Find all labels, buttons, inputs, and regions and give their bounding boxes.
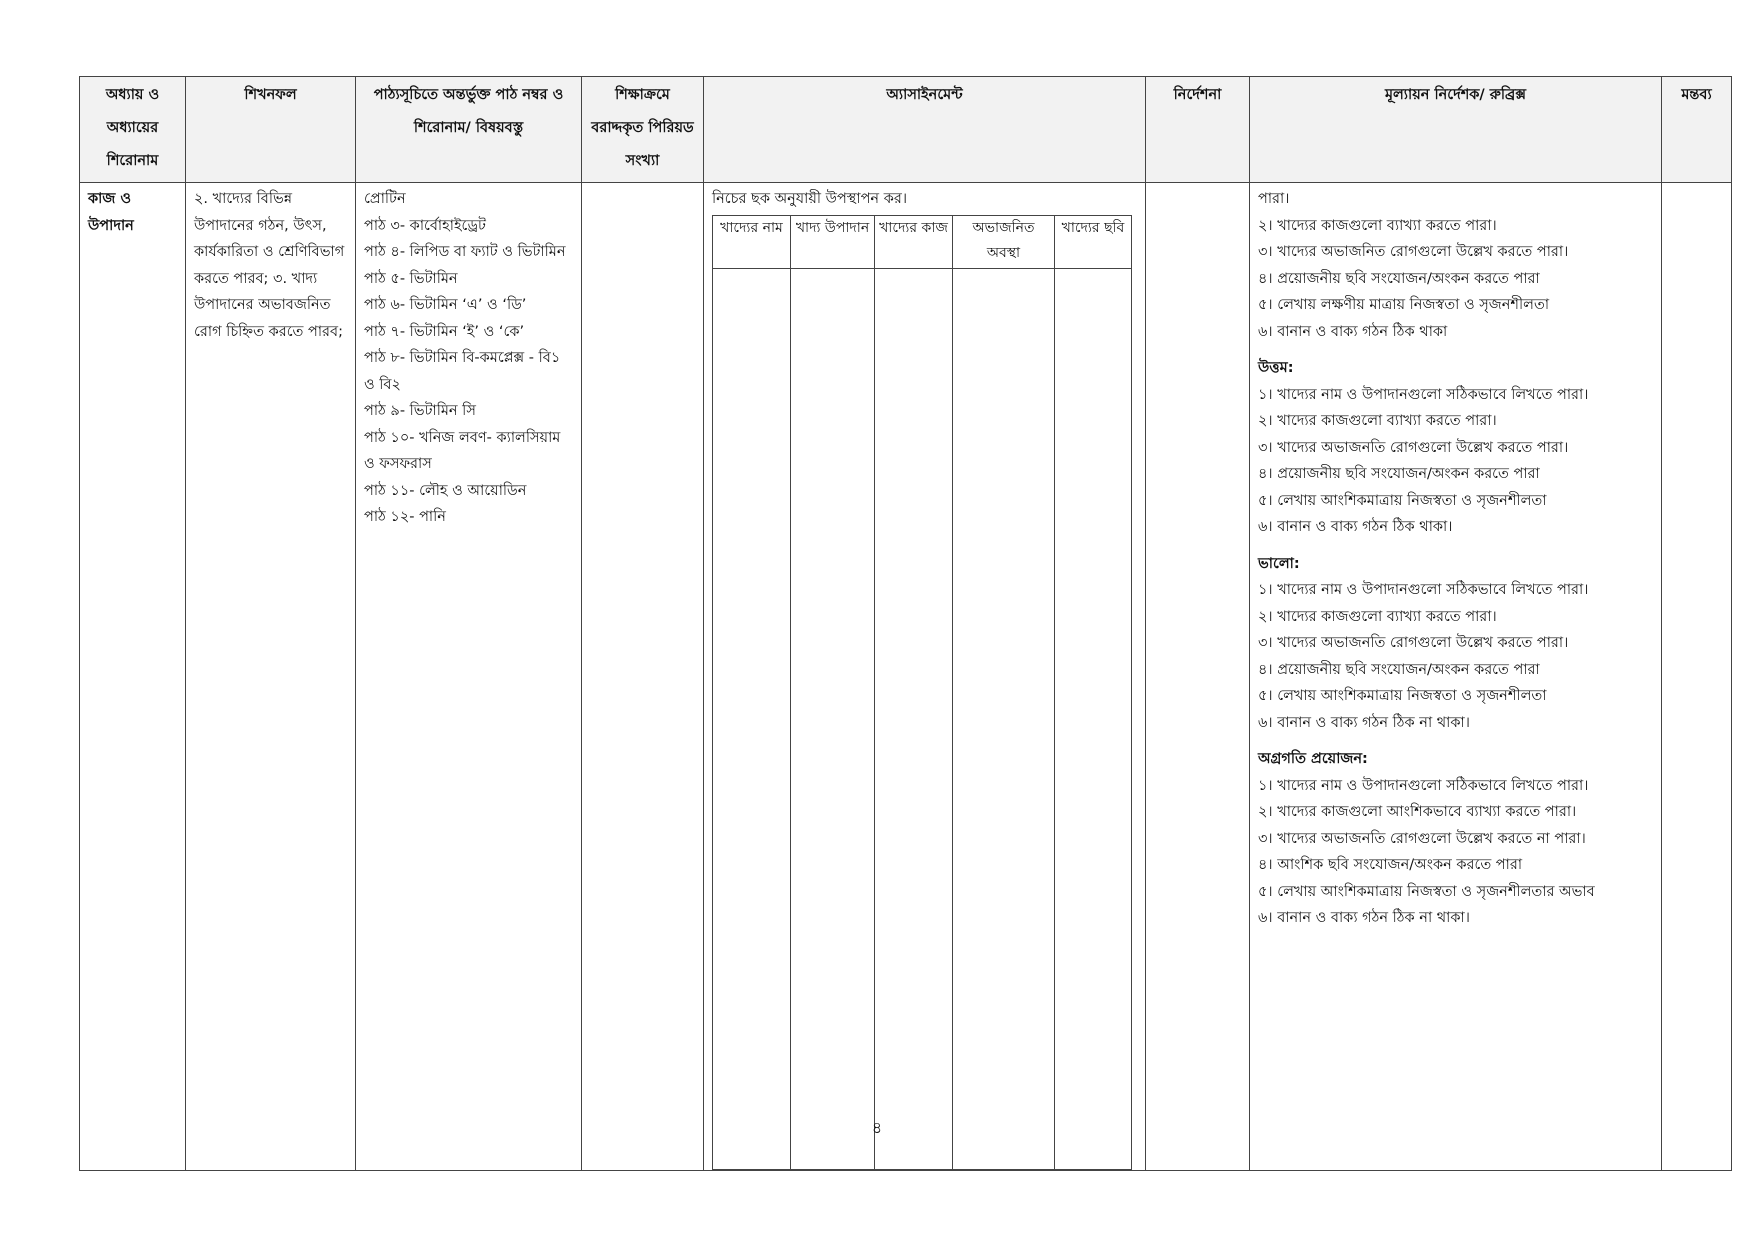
lesson-item: পাঠ ৮- ভিটামিন বি-কমপ্লেক্স - বি১ ও বি২ <box>364 350 561 393</box>
rubric-line: ৪। প্রয়োজনীয় ছবি সংযোজন/অংকন করতে পারা <box>1258 466 1540 482</box>
rubric-line: পারা। <box>1258 191 1290 207</box>
rubric-line: ৩। খাদ্যের অভাজনিত রোগগুলো উল্লেখ করতে পারা। <box>1258 244 1569 260</box>
grid-blank-cell <box>953 268 1055 1169</box>
table-header-row <box>80 77 1732 183</box>
grid-header-food-component: খাদ্য উপাদান <box>791 215 875 268</box>
header-lessons: পাঠ্যসূচিতে অন্তর্ভুক্ত পাঠ নম্বর ও শিরোনাম/ বিষয়বস্তু <box>356 77 582 183</box>
header-outcomes: শিখনফল <box>186 77 356 183</box>
rubric-level-good: ভালো: <box>1258 555 1300 572</box>
rubric-line: ১। খাদ্যের নাম ও উপাদানগুলো সঠিকভাবে লিখতে পারা। <box>1258 386 1589 403</box>
page-number: ৪ <box>871 1118 883 1137</box>
rubric-line: ২। খাদ্যের কাজগুলো ব্যাখ্যা করতে পারা। <box>1258 217 1497 234</box>
rubric-line: ৩। খাদ্যের অভাজনতি রোগগুলো উল্লেখ করতে পারা। <box>1258 439 1569 456</box>
rubric-cell <box>1250 183 1662 1171</box>
rubric-level-excellent: উত্তম: <box>1258 360 1294 376</box>
rubric-line: ৫। লেখায় লক্ষণীয় মাত্রায় নিজস্বতা ও সৃজনশীলতা <box>1258 297 1550 313</box>
lesson-item: পাঠ ৪- লিপিড বা ফ্যাট ও ভিটামিন <box>364 244 566 260</box>
assignment-cell <box>704 183 1146 1171</box>
rubric-line: ৬। বানান ও বাক্য গঠন ঠিক না থাকা। <box>1258 910 1470 926</box>
rubric-line: ১। খাদ্যের নাম ও উপাদানগুলো সঠিকভাবে লিখতে পারা। <box>1258 582 1589 598</box>
rubric-line: ৬। বানান ও বাক্য গঠন ঠিক না থাকা। <box>1258 714 1470 731</box>
rubric-line: ৪। প্রয়োজনীয় ছবি সংযোজন/অংকন করতে পারা <box>1258 661 1540 678</box>
header-rubric: মূল্যায়ন নির্দেশক/ রুব্রিক্স <box>1250 77 1662 183</box>
assignment-grid <box>712 215 1132 1170</box>
rubric-line: ১। খাদ্যের নাম ও উপাদানগুলো সঠিকভাবে লিখতে পারা। <box>1258 777 1589 794</box>
grid-blank-cell <box>875 268 953 1169</box>
lesson-item: পাঠ ৬- ভিটামিন ‘এ’ ও ‘ডি’ <box>364 297 527 313</box>
header-assignment: অ্যাসাইনমেন্ট <box>704 77 1146 183</box>
rubric-line: ২। খাদ্যের কাজগুলো ব্যাখ্যা করতে পারা। <box>1258 608 1497 625</box>
header-directions: নির্দেশনা <box>1146 77 1250 183</box>
lessons-cell <box>356 183 582 1171</box>
chapter-cell: কাজ ও উপাদান <box>80 183 186 1171</box>
assignment-instruction: নিচের ছক অনুযায়ী উপস্থাপন কর। <box>712 191 908 207</box>
rubric-level-needs-progress: অগ্রগতি প্রয়োজন: <box>1258 751 1368 767</box>
rubric-line: ৫। লেখায় আংশিকমাত্রায় নিজস্বতা ও সৃজনশীলতা <box>1258 688 1547 704</box>
rubric-line: ২। খাদ্যের কাজগুলো আংশিকভাবে ব্যাখ্যা করতে পারা। <box>1258 804 1577 820</box>
grid-blank-cell <box>791 268 875 1169</box>
rubric-line: ৬। বানান ও বাক্য গঠন ঠিক থাকা <box>1258 323 1448 340</box>
rubric-line: ৫। লেখায় আংশিকমাত্রায় নিজস্বতা ও সৃজনশীলতা <box>1258 492 1547 509</box>
rubric-line: ৩। খাদ্যের অভাজনতি রোগগুলো উল্লেখ করতে পারা। <box>1258 635 1569 651</box>
assignment-grid-blank-row <box>713 268 1132 1169</box>
lesson-item: পাঠ ১২- পানি <box>364 509 446 525</box>
header-periods: শিক্ষাক্রমে বরাদ্দকৃত পিরিয়ড সংখ্যা <box>582 77 704 183</box>
lesson-item: পাঠ ১০- খনিজ লবণ- ক্যালসিয়াম ও ফসফরাস <box>364 429 561 472</box>
grid-blank-cell <box>713 268 791 1169</box>
rubric-line: ৪। আংশিক ছবি সংযোজন/অংকন করতে পারা <box>1258 857 1523 873</box>
rubric-line: ৩। খাদ্যের অভাজনতি রোগগুলো উল্লেখ করতে না পারা। <box>1258 830 1586 847</box>
header-chapter: অধ্যায় ও অধ্যায়ের শিরোনাম <box>80 77 186 183</box>
table-row <box>80 183 1732 1171</box>
lesson-item: পাঠ ৩- কার্বোহাইড্রেট <box>364 217 486 234</box>
rubric-line: ৬। বানান ও বাক্য গঠন ঠিক থাকা। <box>1258 519 1453 535</box>
assignment-grid-header-row <box>713 215 1132 268</box>
grid-blank-cell <box>1055 268 1132 1169</box>
lesson-item: পাঠ ৭- ভিটামিন ‘ই’ ও ‘কে’ <box>364 323 525 340</box>
lesson-item: পাঠ ৫- ভিটামিন <box>364 270 458 287</box>
rubric-line: ৪। প্রয়োজনীয় ছবি সংযোজন/অংকন করতে পারা <box>1258 270 1540 287</box>
grid-header-food-name: খাদ্যের নাম <box>713 215 791 268</box>
rubric-line: ২। খাদ্যের কাজগুলো ব্যাখ্যা করতে পারা। <box>1258 413 1497 429</box>
periods-cell <box>582 183 704 1171</box>
lesson-item: পাঠ ১১- লৌহ ও আয়োডিন <box>364 482 527 499</box>
grid-header-deficiency: অভাজনিত অবস্থা <box>953 215 1055 268</box>
lesson-item: পাঠ ৯- ভিটামিন সি <box>364 403 476 419</box>
directions-cell <box>1146 183 1250 1171</box>
assignment-table <box>79 76 1732 1171</box>
rubric-line: ৫। লেখায় আংশিকমাত্রায় নিজস্বতা ও সৃজনশীলতার অভাব <box>1258 883 1595 900</box>
outcomes-cell: ২. খাদ্যের বিভিন্ন উপাদানের গঠন, উৎস, কার্যকারিতা ও শ্রেণিবিভাগ করতে পারব; ৩. খাদ্য উপাদানের অভাবজনিত রোগ চিহ্নিত করতে পারব; <box>186 183 356 1171</box>
grid-header-food-function: খাদ্যের কাজ <box>875 215 953 268</box>
remarks-cell <box>1662 183 1732 1171</box>
header-remarks: মন্তব্য <box>1662 77 1732 183</box>
grid-header-food-picture: খাদ্যের ছবি <box>1055 215 1132 268</box>
lesson-item: প্রোটিন <box>364 191 406 207</box>
